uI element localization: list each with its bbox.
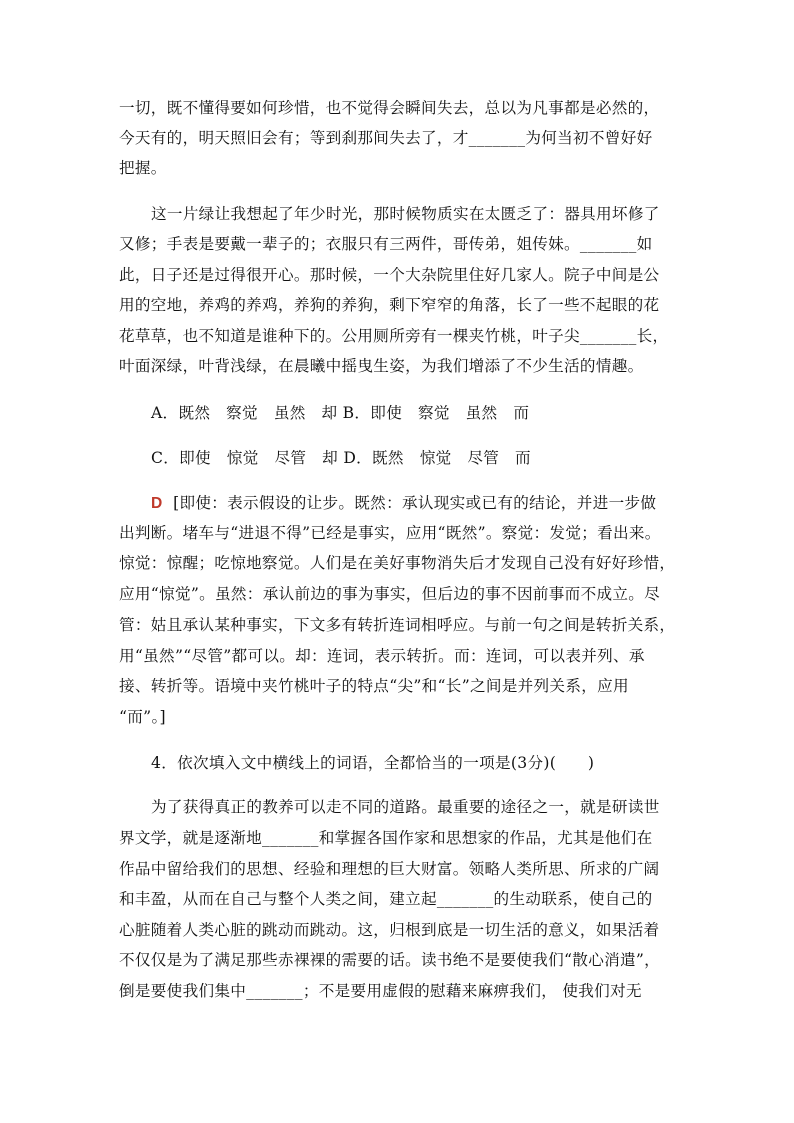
passage-b-line: 这一片绿让我想起了年少时光，那时候物质实在太匮乏了：器具用坏修了	[151, 205, 660, 223]
options-row: C．即使 惊觉 尽管 却 D．既然 惊觉 尽管 而	[151, 449, 531, 467]
passage-b-line: 花草草，也不知道是谁种下的。公用厕所旁有一棵夹竹桃，叶子尖_______长，	[119, 327, 669, 345]
passage-c-line: 为了获得真正的教养可以走不同的道路。最重要的途径之一，就是研读世	[151, 798, 660, 816]
analysis-text: [即使：表示假设的让步。既然：承认现实或已有的结论，并进一步做	[173, 494, 657, 512]
analysis-first-line	[151, 492, 656, 515]
passage-b-line: 叶面深绿，叶背浅绿，在晨曦中摇曳生姿，为我们增添了不少生活的情趣。	[119, 357, 644, 375]
passage-a-line: 一切，既不懂得要如何珍惜，也不觉得会瞬间失去，总以为凡事都是必然的，	[119, 99, 660, 117]
analysis-line: 出判断。堵车与“进退不得”已经是事实，应用“既然”。察觉：发觉；看出来。	[119, 524, 661, 542]
passage-c-line: 和丰盈，从而在自己与整个人类之间，建立起_______的生动联系，使自己的	[119, 890, 653, 908]
answer-letter: D	[151, 495, 163, 512]
passage-b-line: 用的空地，养鸡的养鸡，养狗的养狗，剩下窄窄的角落，长了一些不起眼的花	[119, 296, 660, 314]
analysis-line: 接、转折等。语境中夹竹桃叶子的特点“尖”和“长”之间是并列关系，应用	[119, 677, 629, 695]
analysis-line: 用“虽然”“尽管”都可以。却：连词，表示转折。而：连词，可以表并列、承	[119, 647, 645, 665]
passage-c-line: 作品中留给我们的思想、经验和理想的巨大财富。领略人类所思、所求的广阔	[119, 860, 660, 878]
passage-c-line: 心脏随着人类心脏的跳动而跳动。这，归根到底是一切生活的意义，如果活着	[119, 921, 660, 939]
analysis-line: 管：姑且承认某种事实，下文多有转折连词相呼应。与前一句之间是转折关系，	[119, 616, 676, 634]
passage-c-line: 倒是要使我们集中_______；不是要用虚假的慰藉来麻痹我们， 使我们对无	[119, 982, 642, 1000]
question-stem: 4．依次填入文中横线上的词语，全都恰当的一项是(3分)( )	[151, 754, 595, 772]
analysis-line: 惊觉：惊醒；吃惊地察觉。人们是在美好事物消失后才发现自己没有好好珍惜，	[119, 554, 676, 572]
analysis-line: 应用“惊觉”。虽然：承认前边的事为事实，但后边的事不因前事而不成立。尽	[119, 585, 661, 603]
passage-c-line: 界文学，就是逐渐地_______和掌握各国作家和思想家的作品，尤其是他们在	[119, 829, 653, 847]
options-row: A．既然 察觉 虽然 却 B．即使 察觉 虽然 而	[151, 404, 530, 422]
passage-c-line: 不仅仅是为了满足那些赤裸裸的需要的话。读书绝不是要使我们“散心消遣”，	[119, 951, 661, 969]
passage-b-line: 此，日子还是过得很开心。那时候，一个大杂院里住好几家人。院子中间是公	[119, 266, 660, 284]
passage-a-line: 把握。	[119, 159, 167, 177]
analysis-line: “而”。]	[119, 708, 166, 726]
passage-b-line: 又修；手表是要戴一辈子的；衣服只有三两件，哥传弟，姐传妹。_______如	[119, 235, 653, 253]
passage-a-line: 今天有的，明天照旧会有；等到刹那间失去了，才_______为何当初不曾好好	[119, 129, 653, 147]
